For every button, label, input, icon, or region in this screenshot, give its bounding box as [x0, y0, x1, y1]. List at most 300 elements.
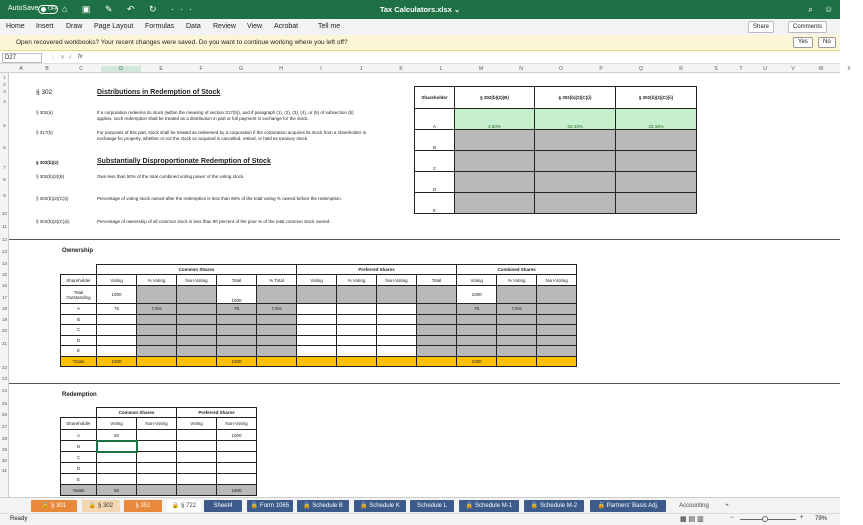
zoom-in-icon[interactable]: +	[800, 515, 804, 521]
ownership-cell[interactable]	[377, 325, 417, 336]
column-header[interactable]: O	[559, 66, 563, 72]
test-header-b2b[interactable]: § 302(b)(2)(B)	[455, 87, 535, 109]
redemption-cell[interactable]	[137, 452, 177, 463]
ribbon-menu	[0, 19, 840, 35]
status-bar	[0, 513, 840, 525]
test-cell[interactable]	[535, 151, 616, 172]
ownership-cell[interactable]: 7.5%	[257, 304, 297, 315]
redemption-cell[interactable]	[177, 474, 217, 485]
ownership-cell[interactable]	[297, 286, 337, 304]
ownership-cell[interactable]: 7.5%	[497, 304, 537, 315]
search-icon[interactable]: ⌕	[808, 4, 814, 14]
ownership-cell[interactable]: 1000	[97, 286, 137, 304]
row-header[interactable]: 10	[1, 211, 7, 216]
ownership-header[interactable]: % Voting	[337, 275, 377, 286]
autosave-label: AutoSave	[8, 5, 39, 12]
row-header[interactable]: 21	[1, 341, 7, 346]
column-header[interactable]: D	[101, 66, 141, 72]
test-row-e[interactable]: E	[415, 193, 455, 214]
status-ready: Ready	[10, 516, 28, 522]
zoom-slider[interactable]	[740, 519, 796, 520]
ownership-cell[interactable]	[177, 335, 217, 346]
redemption-cell[interactable]	[137, 430, 177, 441]
confirm-icon[interactable]: ✓	[68, 55, 74, 61]
test-cell[interactable]	[455, 193, 535, 214]
row-header[interactable]: 29	[1, 447, 7, 452]
ownership-header[interactable]: % Voting	[137, 275, 177, 286]
ownership-cell[interactable]: 1000	[97, 356, 137, 367]
ownership-cell[interactable]: 1000	[217, 286, 257, 304]
title-bar	[0, 0, 840, 19]
recovery-notification	[0, 35, 840, 51]
ownership-cell[interactable]	[297, 346, 337, 357]
column-headers	[0, 64, 851, 73]
redemption-cell[interactable]	[137, 474, 177, 485]
ownership-cell[interactable]	[337, 286, 377, 304]
row-header[interactable]: 6	[3, 145, 6, 150]
redemption-cell[interactable]	[97, 463, 137, 474]
menu-home[interactable]: Home	[6, 23, 25, 30]
ownership-cell[interactable]	[137, 325, 177, 336]
column-header[interactable]: Q	[639, 66, 643, 72]
row-header[interactable]: 14	[1, 261, 7, 266]
row-header[interactable]: 24	[1, 388, 7, 393]
ownership-cell[interactable]	[137, 346, 177, 357]
ownership-header[interactable]: % Voting	[497, 275, 537, 286]
ownership-header[interactable]: Non-Voting	[537, 275, 577, 286]
ownership-cell[interactable]	[457, 346, 497, 357]
menu-acrobat[interactable]: Acrobat	[274, 23, 299, 30]
column-header[interactable]: T	[739, 66, 743, 72]
test-cell[interactable]	[455, 151, 535, 172]
more-icon[interactable]: ⋮	[50, 55, 56, 61]
redemption-cell[interactable]	[97, 474, 137, 485]
zoom-out-icon[interactable]: −	[730, 515, 734, 521]
row-header[interactable]: 13	[1, 249, 7, 254]
ownership-cell[interactable]	[297, 325, 337, 336]
redemption-table	[60, 407, 257, 496]
redemption-header[interactable]: Voting	[97, 418, 137, 430]
ownership-cell[interactable]	[537, 356, 577, 367]
redemption-cell[interactable]	[137, 441, 177, 452]
group-common[interactable]: Common Shares	[97, 265, 297, 275]
ownership-title: Ownership	[62, 248, 94, 254]
row-header[interactable]: 22	[1, 365, 7, 370]
worksheet-grid[interactable]	[9, 73, 840, 497]
ownership-row-label[interactable]: C	[61, 325, 97, 336]
row-header[interactable]: 11	[2, 224, 7, 229]
ownership-header[interactable]: Total	[417, 275, 457, 286]
ownership-cell[interactable]	[497, 286, 537, 304]
row-header[interactable]: 7	[3, 165, 6, 170]
row-header[interactable]: 18	[1, 306, 7, 311]
column-header[interactable]: I	[320, 66, 322, 72]
column-header[interactable]: W	[818, 66, 824, 72]
account-icon[interactable]: ☺	[824, 4, 834, 14]
test-cell[interactable]	[455, 172, 535, 193]
row-header[interactable]: 5	[3, 123, 6, 128]
ownership-cell[interactable]: 75	[217, 304, 257, 315]
ownership-cell[interactable]	[377, 346, 417, 357]
zoom-thumb[interactable]	[762, 516, 768, 522]
column-header[interactable]: P	[599, 66, 603, 72]
ownership-cell[interactable]: 1000	[457, 286, 497, 304]
menu-draw[interactable]: Draw	[66, 23, 83, 30]
test-row-d[interactable]: D	[415, 172, 455, 193]
ownership-cell[interactable]	[137, 356, 177, 367]
ownership-cell[interactable]	[297, 304, 337, 315]
section-302-label: § 302	[36, 89, 53, 96]
ownership-header[interactable]: Voting	[457, 275, 497, 286]
ownership-cell[interactable]: 75	[457, 304, 497, 315]
row-text-317b: For purposes of this part, stock shall be treated as redeemed by a corporation if the corporation acquires its stock from a shareholder in exchange for property, whether or not the stock so acquired is cancelled, retired, or held as treasury stock.	[97, 130, 367, 141]
ownership-cell[interactable]	[257, 335, 297, 346]
row-header[interactable]: 8	[3, 177, 6, 182]
ownership-cell[interactable]	[537, 304, 577, 315]
ownership-cell[interactable]	[417, 335, 457, 346]
redemption-cell[interactable]	[137, 485, 177, 496]
quick-access-icons[interactable]: ⌂ ▣ ✎ ↶ ↻ ···	[62, 4, 199, 14]
row-header[interactable]: 25	[1, 401, 7, 406]
blank-cell	[61, 408, 97, 418]
ownership-row-label[interactable]: A	[61, 304, 97, 315]
share-button[interactable]: Share	[748, 21, 774, 33]
test-cell[interactable]	[535, 193, 616, 214]
window-title[interactable]: Tax Calculators.xlsx ⌄	[379, 5, 461, 14]
ownership-cell[interactable]	[257, 286, 297, 304]
cancel-icon[interactable]: ✕	[60, 55, 66, 61]
name-box[interactable]: D27	[2, 53, 42, 63]
ownership-cell[interactable]	[537, 325, 577, 336]
red-group-preferred[interactable]: Preferred Shares	[177, 408, 257, 418]
group-preferred[interactable]: Preferred Shares	[297, 265, 457, 275]
column-header[interactable]: J	[359, 66, 363, 72]
row-header[interactable]: 1	[3, 75, 6, 80]
ownership-cell[interactable]	[257, 314, 297, 325]
ownership-header[interactable]: Voting	[297, 275, 337, 286]
section-title: Distributions in Redemption of Stock	[97, 89, 221, 96]
ownership-header[interactable]: % Total	[257, 275, 297, 286]
ownership-cell[interactable]	[137, 286, 177, 304]
row-header[interactable]: 30	[1, 458, 7, 463]
sheet-tab[interactable]: 🔒 Schedule M-2	[524, 500, 584, 512]
formula-bar	[0, 52, 840, 64]
column-header[interactable]: X	[847, 66, 851, 72]
redemption-row-label[interactable]: E	[61, 474, 97, 485]
redemption-row-label[interactable]: B	[61, 441, 97, 452]
sheet-tab[interactable]: 🔒 Form 1065	[247, 500, 293, 512]
column-header[interactable]: U	[763, 66, 767, 72]
ownership-cell[interactable]	[97, 325, 137, 336]
row-label-302b2: § 302(b)(2)	[36, 160, 59, 165]
ownership-cell[interactable]	[257, 356, 297, 367]
ownership-row-label[interactable]: Total Outstanding	[61, 286, 97, 304]
redemption-row-label[interactable]: Totals	[61, 485, 97, 496]
test-row-a[interactable]: A	[415, 109, 455, 130]
redemption-cell[interactable]	[97, 452, 137, 463]
ownership-cell[interactable]	[417, 314, 457, 325]
row-text-302a: If a corporation redeems its stock (within the meaning of section 317(b)), and if paragraph (1), (2), (3), (4), or (5) of subsection (b) applies, such redemption shall be treated as a distribution in part or full payment in exchange for the stock.	[97, 110, 354, 121]
ownership-cell[interactable]	[377, 314, 417, 325]
redemption-cell[interactable]	[217, 452, 257, 463]
row-headers	[0, 73, 9, 497]
menu-page-layout[interactable]: Page Layout	[94, 23, 134, 30]
column-header[interactable]: C	[79, 66, 83, 72]
row-header[interactable]: 12	[1, 237, 7, 242]
test-header-b2ci[interactable]: § 302(b)(2)(C)(i)	[535, 87, 616, 109]
test-header-b2cii[interactable]: § 302(b)(2)(C)(ii)	[616, 87, 697, 109]
ownership-cell[interactable]	[137, 314, 177, 325]
test-header-shareholder[interactable]: Shareholder	[415, 87, 455, 109]
ownership-cell[interactable]	[177, 304, 217, 315]
row-header[interactable]: 26	[1, 412, 7, 417]
ownership-cell[interactable]	[377, 304, 417, 315]
ownership-cell[interactable]	[177, 314, 217, 325]
row-header[interactable]: 28	[1, 436, 7, 441]
ownership-cell[interactable]	[337, 325, 377, 336]
ownership-cell[interactable]	[177, 325, 217, 336]
redemption-header[interactable]: Non-Voting	[137, 418, 177, 430]
test-cell[interactable]	[455, 130, 535, 151]
test-cell[interactable]: 33.33%	[535, 109, 616, 130]
sheet-tab[interactable]: Accounting	[679, 503, 709, 509]
redemption-cell[interactable]	[177, 463, 217, 474]
redemption-cell[interactable]: 1000	[217, 430, 257, 441]
column-header[interactable]: A	[19, 66, 23, 72]
ownership-cell[interactable]	[97, 346, 137, 357]
column-header[interactable]: V	[791, 66, 795, 72]
row-header[interactable]: 19	[1, 317, 7, 322]
column-header[interactable]: G	[239, 66, 243, 72]
ownership-cell[interactable]	[337, 304, 377, 315]
section-title-2: Substantially Disproportionate Redemption of Stock	[97, 158, 271, 165]
ownership-cell[interactable]	[337, 346, 377, 357]
row-header[interactable]: 17	[1, 295, 7, 300]
ownership-row-label[interactable]: B	[61, 314, 97, 325]
ownership-table	[60, 264, 577, 367]
test-row-b[interactable]: B	[415, 130, 455, 151]
ownership-cell[interactable]	[537, 335, 577, 346]
ownership-header[interactable]: Non-Voting	[377, 275, 417, 286]
ownership-cell[interactable]	[377, 286, 417, 304]
row-header[interactable]: 20	[1, 328, 7, 333]
ownership-cell[interactable]	[497, 314, 537, 325]
autosave-toggle[interactable]: OFF	[38, 5, 58, 14]
row-label-302b2b: § 302(b)(2)(B)	[36, 174, 65, 179]
red-group-common[interactable]: Common Shares	[97, 408, 177, 418]
redemption-header[interactable]: Shareholder	[61, 418, 97, 430]
row-header[interactable]: 2	[3, 82, 6, 87]
ownership-cell[interactable]	[297, 335, 337, 346]
ownership-cell[interactable]	[297, 356, 337, 367]
ownership-cell[interactable]	[537, 314, 577, 325]
ownership-cell[interactable]: 1000	[457, 356, 497, 367]
menu-tell-me[interactable]: Tell me	[318, 23, 341, 30]
ownership-cell[interactable]	[457, 335, 497, 346]
ownership-cell[interactable]	[337, 356, 377, 367]
ownership-cell[interactable]	[417, 325, 457, 336]
redemption-row-label[interactable]: A	[61, 430, 97, 441]
sheet-tab[interactable]: 🔒 Schedule B	[297, 500, 349, 512]
ownership-header[interactable]: Non-Voting	[177, 275, 217, 286]
notification-message: Open recovered workbooks? Your recent changes were saved. Do you want to continue working where you left off?	[16, 39, 348, 46]
ownership-cell[interactable]	[497, 335, 537, 346]
row-header[interactable]: 31	[1, 468, 7, 473]
ownership-cell[interactable]	[377, 356, 417, 367]
test-cell[interactable]	[616, 193, 697, 214]
ownership-header[interactable]: Shareholder	[61, 275, 97, 286]
test-cell[interactable]	[616, 151, 697, 172]
column-header[interactable]: M	[478, 66, 484, 72]
column-header[interactable]: S	[714, 66, 718, 72]
sheet-tab[interactable]: +	[725, 503, 729, 509]
ownership-cell[interactable]	[177, 286, 217, 304]
sheet-tab[interactable]: 🔒 § 722	[167, 500, 201, 512]
redemption-cell[interactable]	[177, 452, 217, 463]
ownership-cell[interactable]	[297, 314, 337, 325]
ownership-cell[interactable]	[417, 356, 457, 367]
sheet-tab[interactable]: 🔒 § 302	[82, 500, 120, 512]
sheet-tab[interactable]: 🔒 Schedule M-1	[459, 500, 519, 512]
ownership-header[interactable]: Total	[217, 275, 257, 286]
column-header[interactable]: H	[279, 66, 283, 72]
redemption-row-label[interactable]: C	[61, 452, 97, 463]
ownership-cell[interactable]	[337, 335, 377, 346]
ownership-cell[interactable]	[457, 314, 497, 325]
view-icons[interactable]: ▦ ▤ ▥	[680, 516, 704, 523]
test-row-c[interactable]: C	[415, 151, 455, 172]
row-header[interactable]: 9	[3, 193, 6, 198]
ownership-cell[interactable]	[417, 346, 457, 357]
sheet-tab[interactable]: 🔒 § 301	[31, 500, 77, 512]
menu-insert[interactable]: Insert	[36, 23, 54, 30]
redemption-title: Redemption	[62, 392, 97, 398]
row-label-317b: § 317(b)	[36, 130, 53, 135]
redemption-cell[interactable]	[217, 441, 257, 452]
ownership-cell[interactable]: 1000	[217, 356, 257, 367]
ownership-cell[interactable]	[377, 335, 417, 346]
section-separator	[9, 239, 840, 240]
ownership-header[interactable]: Voting	[97, 275, 137, 286]
test-cell[interactable]: 33.33%	[616, 109, 697, 130]
ownership-row-label[interactable]: Totals	[61, 356, 97, 367]
ownership-cell[interactable]	[137, 335, 177, 346]
redemption-cell[interactable]	[177, 485, 217, 496]
ownership-cell[interactable]	[217, 325, 257, 336]
test-cell[interactable]	[616, 130, 697, 151]
row-header[interactable]: 15	[1, 272, 7, 277]
ownership-cell[interactable]	[337, 314, 377, 325]
ownership-cell[interactable]	[257, 325, 297, 336]
sheet-tabs	[0, 497, 840, 513]
redemption-cell[interactable]	[97, 441, 137, 452]
row-header[interactable]: 3	[3, 89, 6, 94]
menu-view[interactable]: View	[247, 23, 263, 30]
redemption-header[interactable]: Non-Voting	[217, 418, 257, 430]
ownership-cell[interactable]	[217, 335, 257, 346]
test-cell[interactable]	[616, 172, 697, 193]
column-header[interactable]: K	[399, 66, 403, 72]
blank-cell	[61, 265, 97, 275]
test-cell[interactable]	[535, 130, 616, 151]
test-table	[414, 86, 697, 214]
redemption-cell[interactable]	[217, 463, 257, 474]
ownership-cell[interactable]	[537, 286, 577, 304]
row-header[interactable]: 27	[1, 424, 7, 429]
redemption-cell[interactable]: 1000	[217, 485, 257, 496]
column-header[interactable]: L	[439, 66, 443, 72]
ownership-row-label[interactable]: E	[61, 346, 97, 357]
test-cell[interactable]: 2.50%	[455, 109, 535, 130]
ownership-cell[interactable]: 7.5%	[137, 304, 177, 315]
row-header[interactable]: 4	[3, 99, 6, 104]
ownership-cell[interactable]	[177, 356, 217, 367]
function-icon[interactable]: fx	[78, 54, 83, 60]
ownership-row-label[interactable]: D	[61, 335, 97, 346]
section-separator	[9, 383, 840, 384]
comments-button[interactable]: Comments	[788, 21, 827, 33]
sheet-tab[interactable]: Sheet4	[204, 500, 242, 512]
redemption-row-label[interactable]: D	[61, 463, 97, 474]
ownership-cell[interactable]	[257, 346, 297, 357]
ownership-cell[interactable]	[417, 286, 457, 304]
menu-formulas[interactable]: Formulas	[145, 23, 175, 30]
ownership-cell[interactable]	[497, 325, 537, 336]
redemption-cell[interactable]	[137, 463, 177, 474]
ownership-cell[interactable]	[537, 346, 577, 357]
zoom-level: 79%	[815, 516, 828, 522]
group-combined[interactable]: Combined Shares	[457, 265, 577, 275]
redemption-cell[interactable]: 50	[97, 485, 137, 496]
row-text-302b2ci: Percentage of voting stock owned after the redemption is less than 80% of the total voting % owned before the redemption.	[97, 196, 342, 201]
column-header[interactable]: R	[679, 66, 683, 72]
column-header[interactable]: F	[199, 66, 203, 72]
no-button[interactable]: No	[818, 37, 836, 48]
column-header[interactable]: N	[519, 66, 523, 72]
ownership-cell[interactable]	[497, 346, 537, 357]
ownership-cell[interactable]	[217, 346, 257, 357]
test-cell[interactable]	[535, 172, 616, 193]
ownership-cell[interactable]	[177, 346, 217, 357]
row-label-302b2ci: § 302(b)(2)(C)(i)	[36, 196, 69, 201]
ownership-cell[interactable]	[217, 314, 257, 325]
row-text-302b2cii: Percentage of ownership of all common stock is less than 80 percent of the prior % of the total common stock owned.	[97, 219, 331, 224]
ownership-cell[interactable]: 75	[97, 304, 137, 315]
ownership-cell[interactable]	[497, 356, 537, 367]
sheet-tab[interactable]: 🔒 Partners' Basis Adj.	[590, 500, 666, 512]
column-header[interactable]: B	[45, 66, 49, 72]
sheet-tab[interactable]: § 351	[124, 500, 162, 512]
yes-button[interactable]: Yes	[793, 37, 813, 48]
ownership-cell[interactable]	[417, 304, 457, 315]
row-label-302a: § 302(a)	[36, 110, 53, 115]
redemption-header[interactable]: Voting	[177, 418, 217, 430]
redemption-cell[interactable]	[177, 441, 217, 452]
sheet-tab[interactable]: Schedule L	[410, 500, 454, 512]
menu-review[interactable]: Review	[213, 23, 236, 30]
row-header[interactable]: 16	[1, 283, 7, 288]
redemption-cell[interactable]: 50	[97, 430, 137, 441]
ownership-cell[interactable]	[457, 325, 497, 336]
ownership-cell[interactable]	[97, 314, 137, 325]
redemption-cell[interactable]	[177, 430, 217, 441]
row-header[interactable]: 23	[1, 376, 7, 381]
ownership-cell[interactable]	[97, 335, 137, 346]
column-header[interactable]: E	[159, 66, 163, 72]
sheet-tab[interactable]: 🔒 Schedule K	[354, 500, 406, 512]
menu-data[interactable]: Data	[186, 23, 201, 30]
redemption-cell[interactable]	[217, 474, 257, 485]
